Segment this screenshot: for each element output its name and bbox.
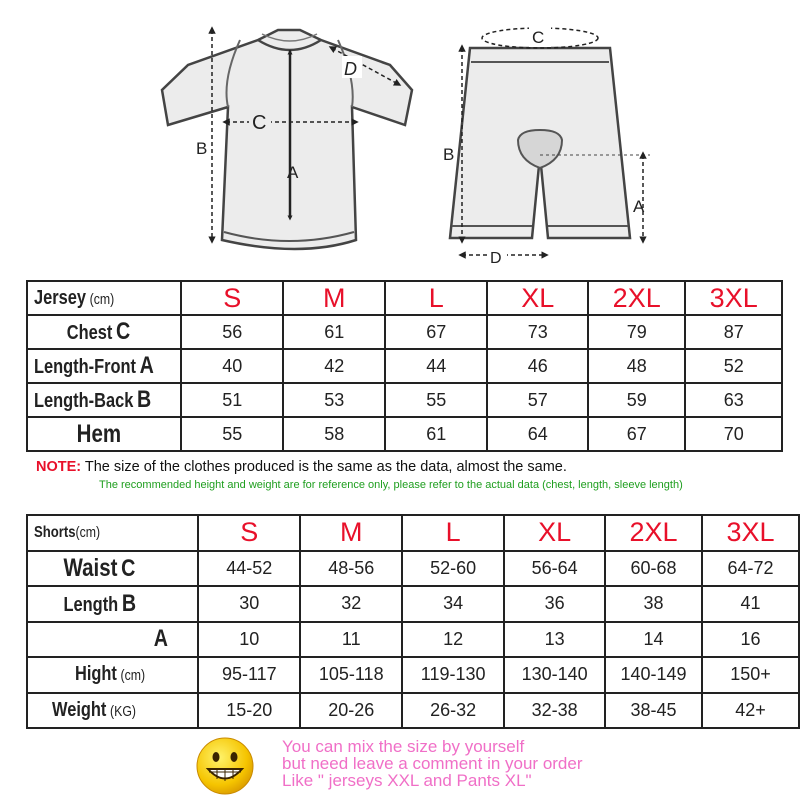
shorts-label-a: A: [633, 197, 645, 216]
table-cell: 46: [487, 349, 588, 383]
table-cell: 48: [588, 349, 685, 383]
table-cell: 70: [685, 417, 782, 451]
shorts-row-weight: [27, 693, 799, 729]
promo-line: but need leave a comment in your order: [282, 754, 583, 773]
table-cell: 16: [702, 622, 799, 658]
jersey-size-header: XL: [487, 281, 588, 315]
jersey-row-hem: [27, 417, 782, 451]
table-cell: 61: [385, 417, 487, 451]
jersey-header-label: [27, 281, 181, 315]
shorts-size-header: M: [300, 515, 402, 551]
shorts-label-d: D: [490, 250, 502, 267]
shorts-title: Shorts: [34, 523, 76, 541]
jersey-size-header: M: [283, 281, 385, 315]
table-cell: 87: [685, 315, 782, 349]
table-cell: 36: [504, 586, 605, 622]
shorts-size-header: L: [402, 515, 504, 551]
jersey-title: Jersey: [34, 286, 86, 309]
table-cell: 56-64: [504, 551, 605, 587]
table-cell: 32: [300, 586, 402, 622]
shorts-size-header: S: [198, 515, 300, 551]
table-cell: 58: [283, 417, 385, 451]
jersey-label-d: D: [344, 59, 357, 79]
table-cell: 30: [198, 586, 300, 622]
jersey-unit: (cm): [89, 290, 115, 308]
table-cell: 140-149: [605, 657, 702, 693]
table-cell: 57: [487, 383, 588, 417]
table-cell: 51: [181, 383, 283, 417]
promo-line: Like " jerseys XXL and Pants XL": [282, 771, 532, 790]
table-cell: 60-68: [605, 551, 702, 587]
shorts-label-c: C: [532, 28, 545, 47]
shorts-size-header: XL: [504, 515, 605, 551]
table-cell: 73: [487, 315, 588, 349]
table-cell: 42+: [702, 693, 799, 729]
table-cell: 79: [588, 315, 685, 349]
table-cell: 64-72: [702, 551, 799, 587]
table-cell: 53: [283, 383, 385, 417]
jersey-row-chest: [27, 315, 782, 349]
shorts-row-a: [27, 622, 799, 658]
size-note: [36, 459, 796, 492]
jersey-row-length-front: [27, 349, 782, 383]
promo-line: You can mix the size by yourself: [282, 737, 525, 756]
table-cell: 44: [385, 349, 487, 383]
smiley-icon: [195, 736, 255, 796]
jersey-header-row: [27, 281, 782, 315]
jersey-size-table: [26, 280, 783, 452]
jersey-size-header: 3XL: [685, 281, 782, 315]
jersey-row-length-back: [27, 383, 782, 417]
table-cell: 63: [685, 383, 782, 417]
table-cell: 41: [702, 586, 799, 622]
note-text: The size of the clothes produced is the same as the data, almost the same.: [84, 459, 567, 475]
table-cell: 32-38: [504, 693, 605, 729]
shorts-row-length: [27, 586, 799, 622]
table-cell: 119-130: [402, 657, 504, 693]
table-cell: 38: [605, 586, 702, 622]
table-cell: 150+: [702, 657, 799, 693]
table-cell: 55: [385, 383, 487, 417]
table-cell: 95-117: [198, 657, 300, 693]
jersey-diagram: [162, 30, 412, 249]
shorts-row-label: Waist C: [27, 551, 198, 587]
shorts-row-waist: [27, 551, 799, 587]
table-cell: 52: [685, 349, 782, 383]
jersey-size-header: L: [385, 281, 487, 315]
table-cell: 34: [402, 586, 504, 622]
shorts-unit: (cm): [75, 523, 101, 541]
table-cell: 11: [300, 622, 402, 658]
table-cell: 15-20: [198, 693, 300, 729]
shorts-size-header: 2XL: [605, 515, 702, 551]
jersey-size-header: S: [181, 281, 283, 315]
table-cell: 26-32: [402, 693, 504, 729]
jersey-label-a: A: [287, 163, 299, 182]
shorts-header-label: [27, 515, 198, 551]
note-secondary: The recommended height and weight are for reference only, please refer to the actual data (chest, length, sleeve length): [99, 479, 683, 491]
shorts-row-label: Weight (KG): [27, 693, 198, 729]
shorts-row-height: [27, 657, 799, 693]
table-cell: 12: [402, 622, 504, 658]
note-tag: NOTE:: [36, 459, 82, 475]
table-cell: 64: [487, 417, 588, 451]
table-cell: 67: [385, 315, 487, 349]
table-cell: 38-45: [605, 693, 702, 729]
table-cell: 52-60: [402, 551, 504, 587]
table-cell: 42: [283, 349, 385, 383]
table-cell: 67: [588, 417, 685, 451]
note-primary: [36, 459, 796, 475]
table-cell: 59: [588, 383, 685, 417]
jersey-label-c: C: [252, 112, 267, 134]
table-cell: 13: [504, 622, 605, 658]
table-cell: 61: [283, 315, 385, 349]
shorts-header-row: [27, 515, 799, 551]
jersey-row-label: Hem: [27, 417, 181, 451]
table-cell: 44-52: [198, 551, 300, 587]
table-cell: 105-118: [300, 657, 402, 693]
table-cell: 130-140: [504, 657, 605, 693]
table-cell: 14: [605, 622, 702, 658]
jersey-label-b: B: [196, 139, 208, 158]
garment-diagrams: [0, 0, 800, 270]
shorts-size-table: [26, 514, 800, 729]
jersey-row-label: Chest C: [27, 315, 181, 349]
jersey-size-header: 2XL: [588, 281, 685, 315]
table-cell: 10: [198, 622, 300, 658]
table-cell: 56: [181, 315, 283, 349]
shorts-row-label: Length B: [27, 586, 198, 622]
mix-size-promo: [282, 738, 583, 789]
table-cell: 20-26: [300, 693, 402, 729]
table-cell: 40: [181, 349, 283, 383]
table-cell: 48-56: [300, 551, 402, 587]
table-cell: 55: [181, 417, 283, 451]
shorts-row-label: Hight (cm): [27, 657, 198, 693]
jersey-row-label: Length-Back B: [27, 383, 181, 417]
shorts-label-b: B: [443, 145, 455, 164]
shorts-size-header: 3XL: [702, 515, 799, 551]
shorts-row-label: A: [27, 622, 198, 658]
shorts-diagram: [443, 25, 650, 267]
jersey-row-label: Length-Front A: [27, 349, 181, 383]
